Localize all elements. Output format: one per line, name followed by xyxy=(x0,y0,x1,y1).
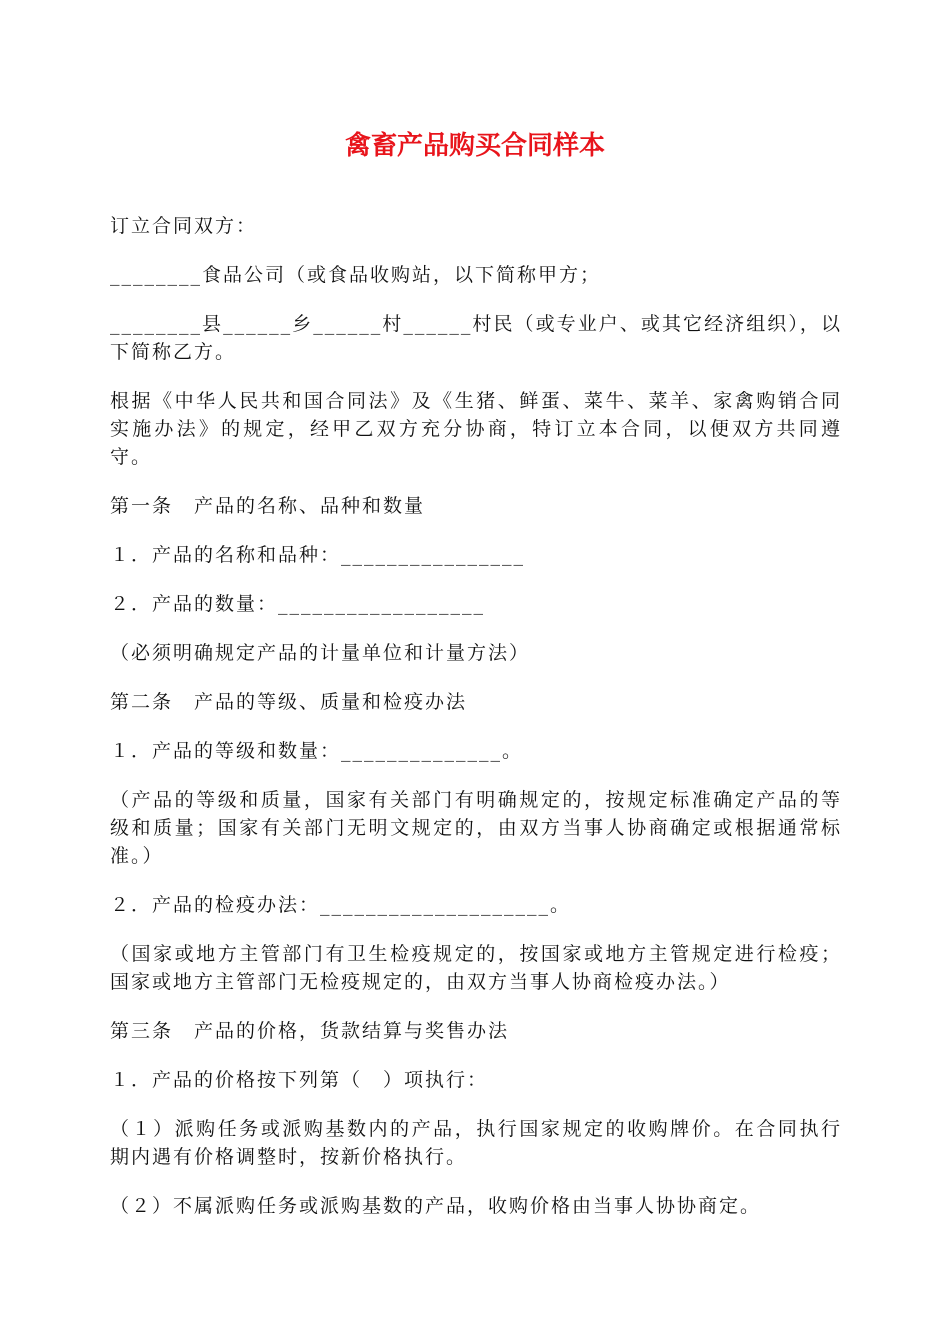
article-1-item-1: １．产品的名称和品种：________________ xyxy=(110,544,526,566)
paragraph-preamble: 根据《中华人民共和国合同法》及《生猪、鲜蛋、菜牛、菜羊、家禽购销合同实施办法》的规定，经甲乙双方充分协商，特订立本合同，以便双方共同遵守。 xyxy=(110,390,842,468)
document-body xyxy=(110,212,842,1241)
article-2-note-1: （产品的等级和质量，国家有关部门有明确规定的，按规定标准确定产品的等级和质量；国家有关部门无明文规定的，由双方当事人协商确定或根据通常标准。） xyxy=(110,789,842,867)
article-2-heading: 第二条 产品的等级、质量和检疫办法 xyxy=(110,691,468,713)
article-1-item-2: ２．产品的数量：__________________ xyxy=(110,593,486,615)
article-3-option-1: （１）派购任务或派购基数内的产品，执行国家规定的收购牌价。在合同执行期内遇有价格调整时，按新价格执行。 xyxy=(110,1118,842,1168)
article-2-item-2: ２．产品的检疫办法：____________________。 xyxy=(110,894,572,916)
article-3-option-2: （２）不属派购任务或派购基数的产品，收购价格由当事人协协商定。 xyxy=(110,1195,762,1217)
article-3-item-1: １．产品的价格按下列第（ ）项执行： xyxy=(110,1069,489,1091)
paragraph-party-b: ________县______乡______村______村民（或专业户、或其它经济组织），以下简称乙方。 xyxy=(110,313,842,363)
article-2-item-1: １．产品的等级和数量：______________。 xyxy=(110,740,524,762)
document-title: 禽畜产品购买合同样本 xyxy=(344,131,605,161)
paragraph-party-a: ________食品公司（或食品收购站，以下简称甲方； xyxy=(110,264,602,286)
article-1-heading: 第一条 产品的名称、品种和数量 xyxy=(110,495,426,517)
article-3-heading: 第三条 产品的价格，货款结算与奖售办法 xyxy=(110,1020,510,1042)
article-2-note-2: （国家或地方主管部门有卫生检疫规定的，按国家或地方主管规定进行检疫；国家或地方主管部门无检疫规定的，由双方当事人协商检疫办法。） xyxy=(110,943,842,993)
paragraph-parties-intro: 订立合同双方： xyxy=(110,215,258,237)
article-1-note: （必须明确规定产品的计量单位和计量方法） xyxy=(110,642,531,664)
